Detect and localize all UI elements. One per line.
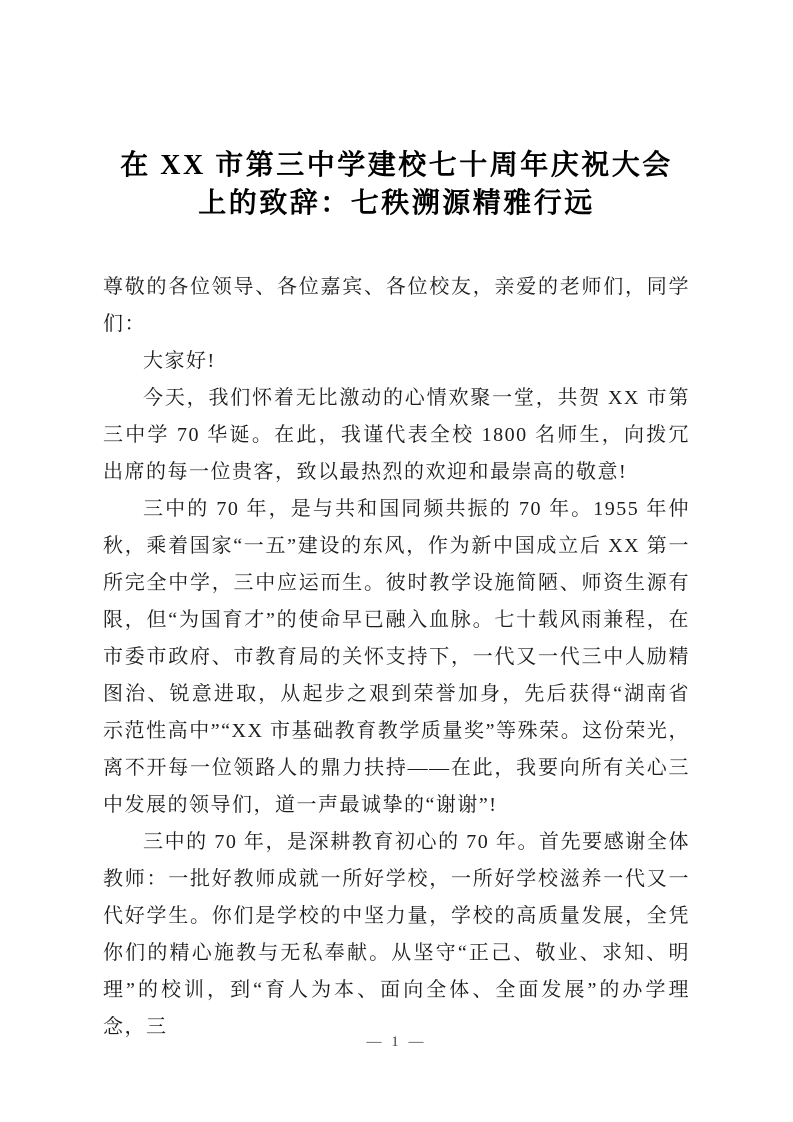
page-footer <box>0 1034 793 1051</box>
paragraph-history: 三中的 70 年，是与共和国同频共振的 70 年。1955 年仲秋，乘着国家“一五”建设的东风，作为新中国成立后 XX 第一所完全中学，三中应运而生。彼时教学设施简陋、师资生源有限，但“为国育才”的使命早已融入血脉。七十载风雨兼程，在市委市政府、市教育局的关怀支持下，一代又一代三中人励精图治、锐意进取，从起步之艰到荣誉加身，先后获得“湖南省示范性高中”“XX 市基础教育教学质量奖”等殊荣。这份荣光，离不开每一位领路人的鼎力扶持——在此，我要向所有关心三中发展的领导们，道一声最诚挚的“谢谢”! <box>103 498 690 816</box>
title-line-2: 上的致辞：七秩溯源精雅行远 <box>198 188 595 219</box>
page-number: — 1 — <box>366 1034 427 1050</box>
paragraph-salutation: 尊敬的各位领导、各位嘉宾、各位校友，亲爱的老师们，同学们： <box>103 276 690 335</box>
title-line-1: 在 XX 市第三中学建校七十周年庆祝大会 <box>120 150 673 181</box>
paragraph-greeting: 大家好! <box>143 350 216 372</box>
paragraph-teachers: 三中的 70 年，是深耕教育初心的 70 年。首先要感谢全体教师：一批好教师成就一所好学校，一所好学校滋养一代又一代好学生。你们是学校的中坚力量，学校的高质量发展，全凭你们的精心施教与无私奉献。从坚守“正己、敬业、求知、明理”的校训，到“育人为本、面向全体、全面发展”的办学理念，三 <box>103 831 690 1038</box>
document-title <box>103 147 690 223</box>
paragraph-opening: 今天，我们怀着无比激动的心情欢聚一堂，共贺 XX 市第三中学 70 华诞。在此，我谨代表全校 1800 名师生，向拨冗出席的每一位贵客，致以最热烈的欢迎和最崇高的敬意! <box>103 387 690 483</box>
document-body <box>103 269 690 1046</box>
